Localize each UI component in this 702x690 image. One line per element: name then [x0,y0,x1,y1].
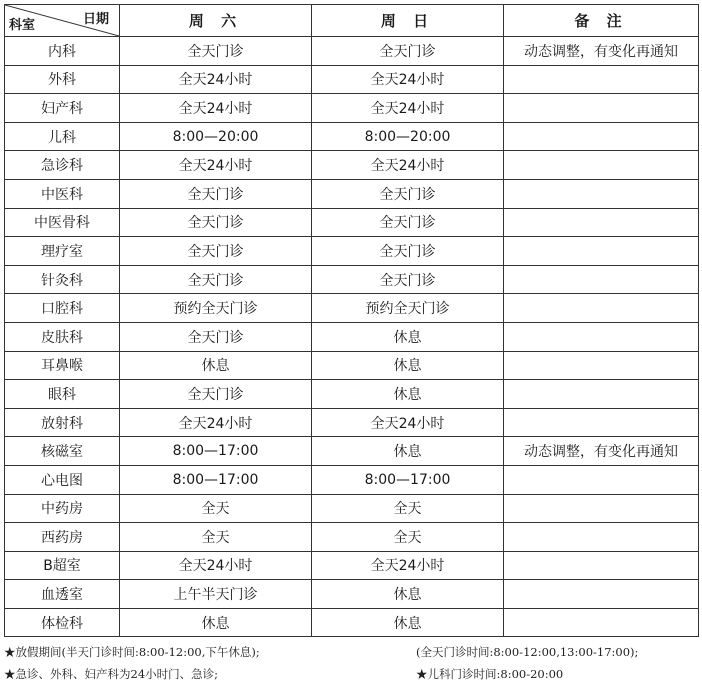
department-cell: 耳鼻喉 [5,351,120,380]
saturday-cell: 全天24小时 [120,151,312,180]
sunday-cell: 全天 [312,523,504,552]
note-cell [504,94,699,123]
sunday-cell: 休息 [312,322,504,351]
table-row [5,294,699,323]
saturday-cell: 休息 [120,351,312,380]
saturday-cell: 全天门诊 [120,208,312,237]
table-row [5,208,699,237]
footnotes [4,642,699,686]
saturday-cell: 全天24小时 [120,65,312,94]
saturday-cell: 全天 [120,494,312,523]
saturday-cell: 全天门诊 [120,37,312,66]
footnote-fullday-hours: (全天门诊时间:8:00-12:00,13:00-17:00); [416,645,639,659]
table-row [5,380,699,409]
department-cell: 中药房 [5,494,120,523]
sunday-cell: 全天24小时 [312,65,504,94]
sunday-cell: 全天24小时 [312,94,504,123]
department-cell: 核磁室 [5,437,120,466]
note-cell [504,122,699,151]
note-cell [504,380,699,409]
saturday-cell: 全天24小时 [120,551,312,580]
note-cell: 动态调整，有变化再通知 [504,437,699,466]
note-cell [504,322,699,351]
note-cell [504,294,699,323]
saturday-cell: 全天门诊 [120,265,312,294]
department-cell: 中医骨科 [5,208,120,237]
sunday-cell: 休息 [312,437,504,466]
holiday-schedule-table [4,4,699,637]
table-row [5,179,699,208]
note-cell [504,179,699,208]
sunday-cell: 休息 [312,351,504,380]
table-row [5,65,699,94]
note-cell [504,408,699,437]
department-cell: 口腔科 [5,294,120,323]
saturday-cell: 全天门诊 [120,380,312,409]
table-row [5,580,699,609]
sunday-cell: 全天24小时 [312,551,504,580]
saturday-cell: 全天 [120,523,312,552]
saturday-cell: 8:00—20:00 [120,122,312,151]
table-body [5,37,699,637]
note-cell [504,351,699,380]
header-department-label: 科室 [9,18,36,33]
table-header-row [5,5,699,37]
sunday-cell: 全天门诊 [312,208,504,237]
table-row [5,551,699,580]
table-row [5,494,699,523]
saturday-cell: 8:00—17:00 [120,465,312,494]
department-cell: 西药房 [5,523,120,552]
sunday-cell: 全天门诊 [312,37,504,66]
table-row [5,408,699,437]
saturday-cell: 全天24小时 [120,94,312,123]
table-row [5,122,699,151]
note-cell [504,523,699,552]
note-cell [504,494,699,523]
sunday-cell: 休息 [312,608,504,637]
table-row [5,465,699,494]
department-cell: 内科 [5,37,120,66]
note-cell [504,65,699,94]
sunday-cell: 8:00—20:00 [312,122,504,151]
department-cell: 儿科 [5,122,120,151]
footnote-24h-departments: ★急诊、外科、妇产科为24小时门、急诊; [4,667,219,681]
table-row [5,94,699,123]
department-cell: 针灸科 [5,265,120,294]
department-cell: 皮肤科 [5,322,120,351]
sunday-cell: 全天24小时 [312,151,504,180]
table-row [5,37,699,66]
saturday-cell: 全天门诊 [120,322,312,351]
footnote-pediatrics-hours: ★儿科门诊时间:8:00-20:00 [416,667,564,681]
note-cell [504,608,699,637]
department-cell: 心电图 [5,465,120,494]
department-cell: 急诊科 [5,151,120,180]
saturday-cell: 休息 [120,608,312,637]
table-row [5,351,699,380]
sunday-cell: 全天门诊 [312,237,504,266]
note-cell [504,551,699,580]
sunday-cell: 全天门诊 [312,179,504,208]
saturday-cell: 上午半天门诊 [120,580,312,609]
header-saturday: 周 六 [120,5,312,37]
note-cell [504,265,699,294]
sunday-cell: 全天24小时 [312,408,504,437]
table-row [5,437,699,466]
note-cell [504,237,699,266]
note-cell: 动态调整，有变化再通知 [504,37,699,66]
department-cell: 放射科 [5,408,120,437]
department-cell: 外科 [5,65,120,94]
header-sunday: 周 日 [312,5,504,37]
sunday-cell: 休息 [312,380,504,409]
table-row [5,237,699,266]
sunday-cell: 预约全天门诊 [312,294,504,323]
sunday-cell: 全天 [312,494,504,523]
note-cell [504,465,699,494]
saturday-cell: 全天门诊 [120,237,312,266]
sunday-cell: 8:00—17:00 [312,465,504,494]
header-date-label: 日期 [82,12,109,27]
footnote-holiday-halfday: ★放假期间(半天门诊时间:8:00-12:00,下午休息); [4,645,260,659]
department-cell: B超室 [5,551,120,580]
header-notes: 备 注 [504,5,699,37]
table-row [5,322,699,351]
table-row [5,608,699,637]
department-cell: 眼科 [5,380,120,409]
table-row [5,523,699,552]
table-row [5,265,699,294]
note-cell [504,151,699,180]
saturday-cell: 全天24小时 [120,408,312,437]
sunday-cell: 全天门诊 [312,265,504,294]
department-cell: 体检科 [5,608,120,637]
note-cell [504,580,699,609]
saturday-cell: 预约全天门诊 [120,294,312,323]
department-cell: 血透室 [5,580,120,609]
department-cell: 理疗室 [5,237,120,266]
saturday-cell: 8:00—17:00 [120,437,312,466]
corner-header-cell [5,5,120,37]
sunday-cell: 休息 [312,580,504,609]
department-cell: 妇产科 [5,94,120,123]
saturday-cell: 全天门诊 [120,179,312,208]
table-row [5,151,699,180]
note-cell [504,208,699,237]
department-cell: 中医科 [5,179,120,208]
